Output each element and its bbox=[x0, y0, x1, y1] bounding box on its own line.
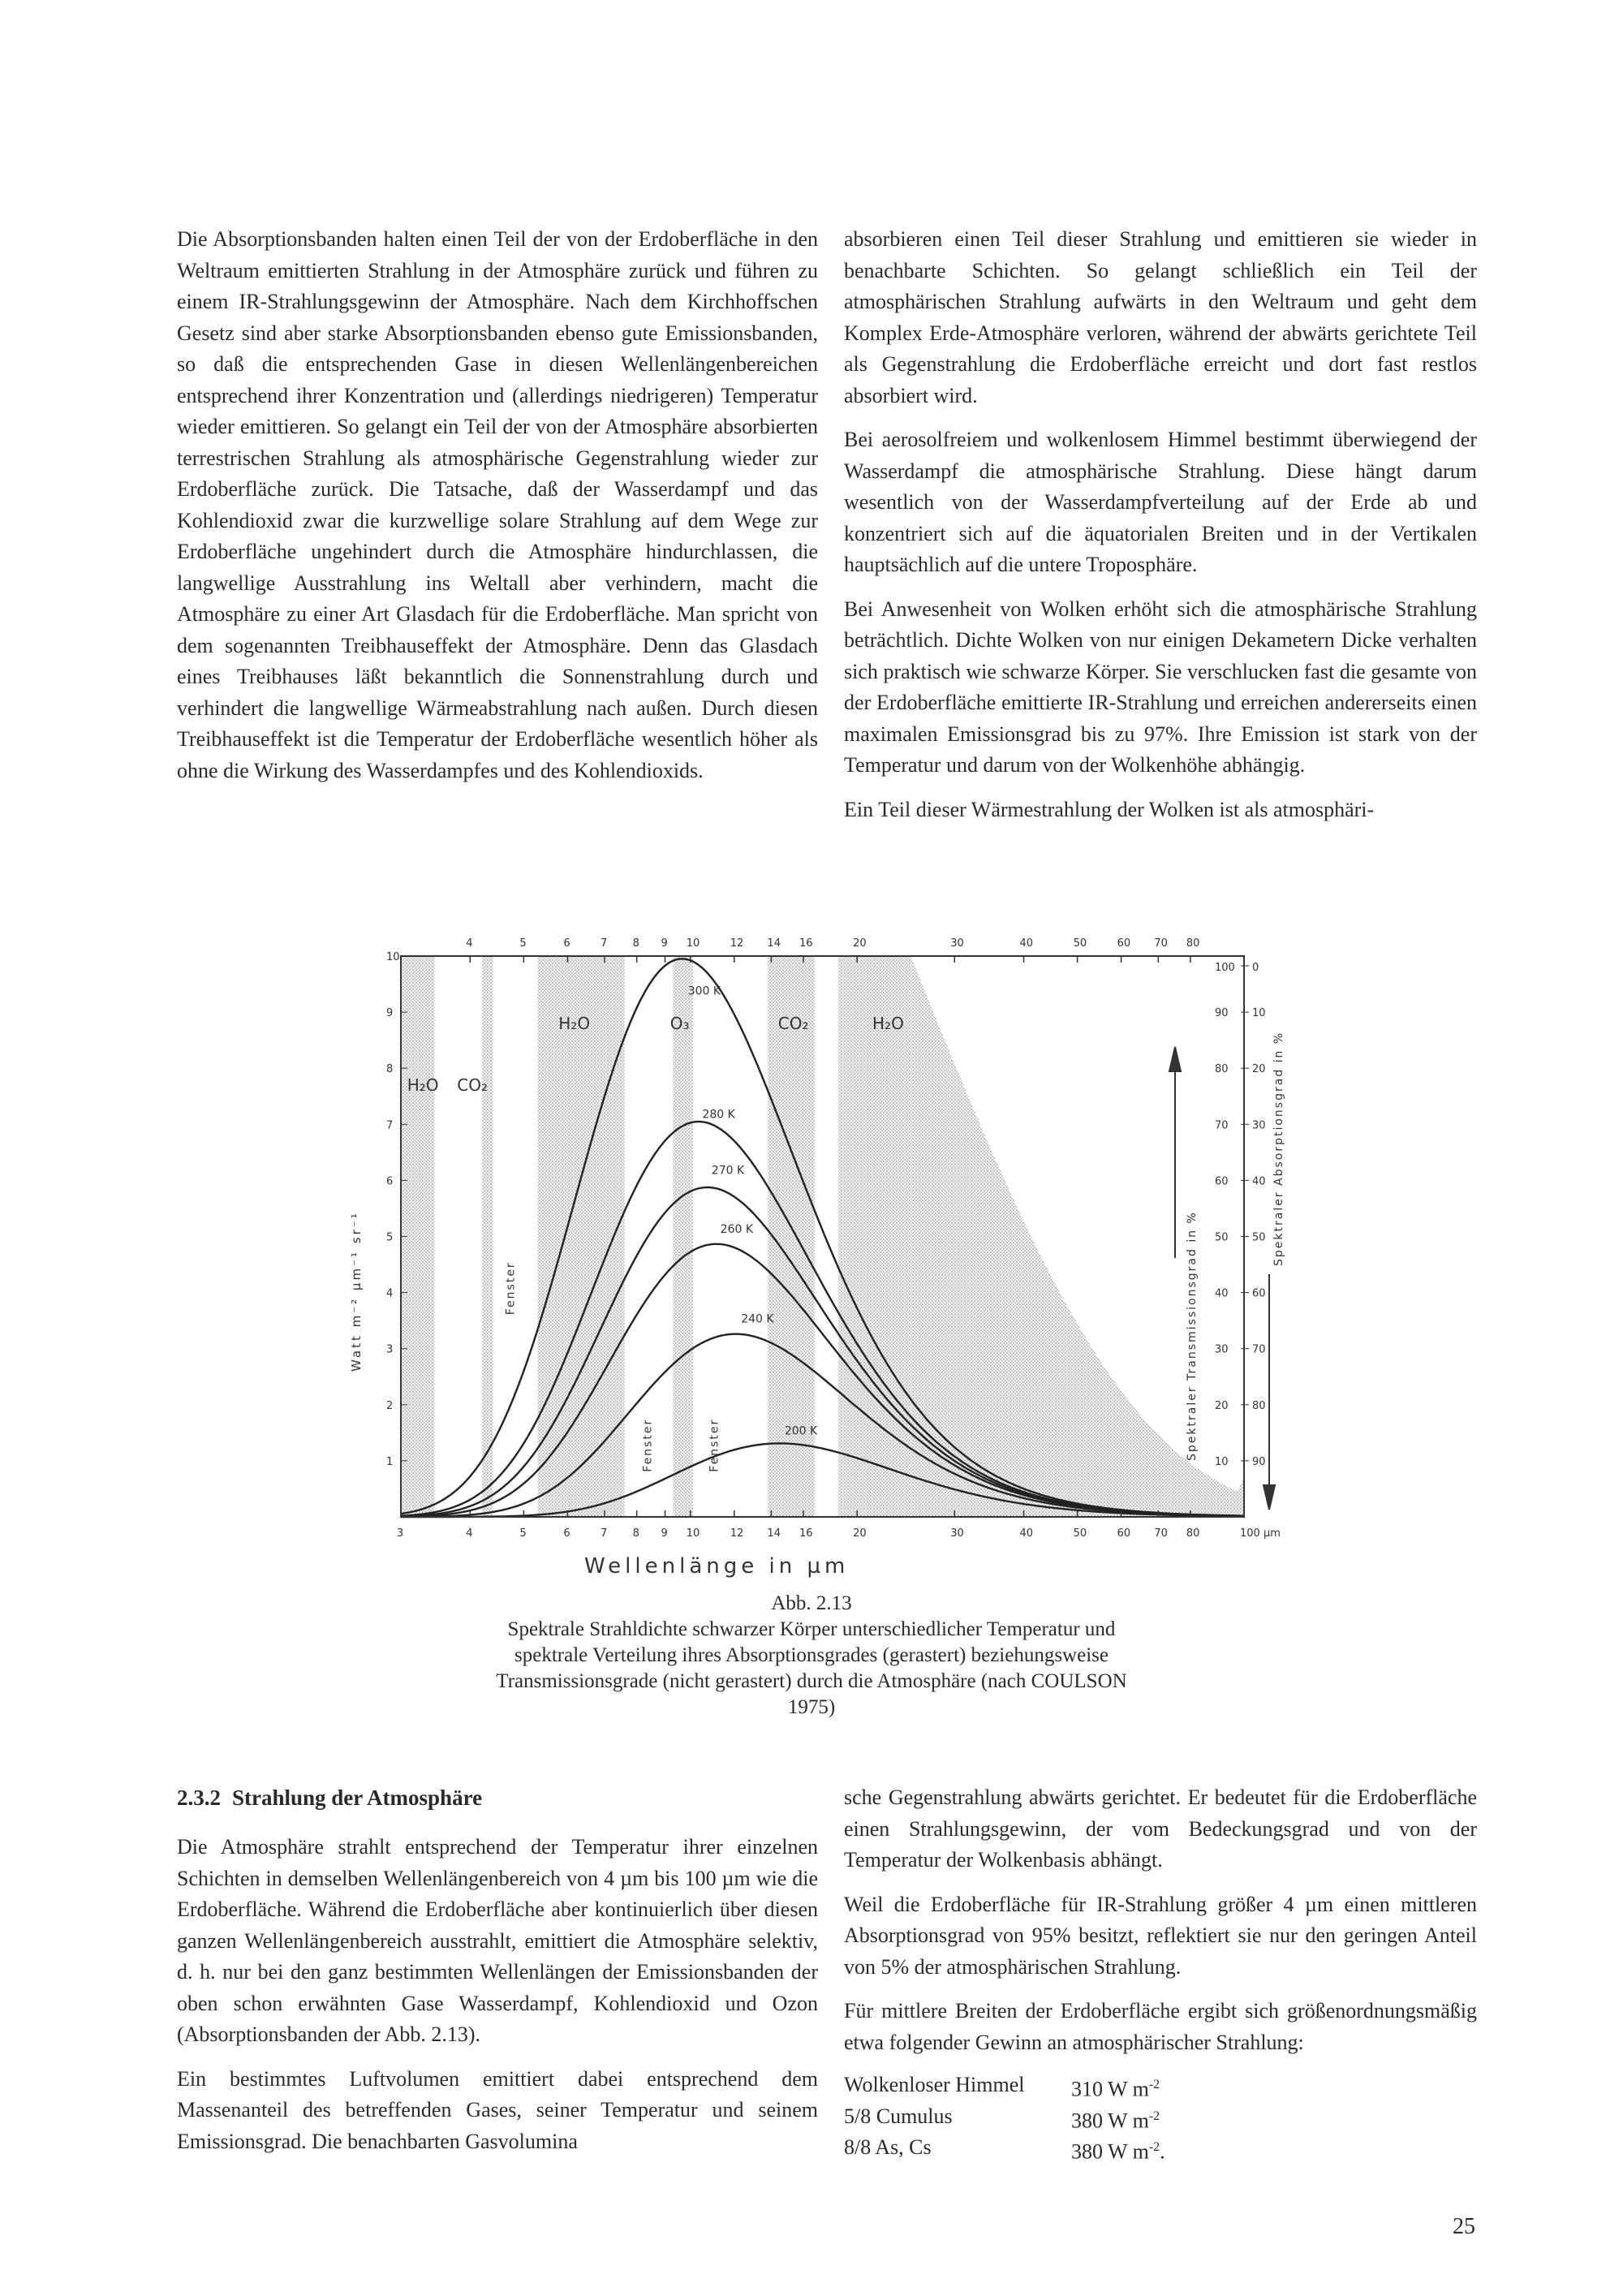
row-label: 5/8 Cumulus bbox=[844, 2104, 953, 2128]
paragraph: absorbieren einen Teil dieser Strahlung und emittieren sie wieder in benachbarte Schichten. So gelangt schließlich ein Teil der atmosphärischen Strahlung aufwärts in den Weltraum und geht dem Komplex Erde-Atmosphäre verloren, während der abwärts gerichtete Teil als Gegenstrahlung die Erdoberfläche erreicht und dort fast restlos absorbiert wird. bbox=[844, 227, 1477, 407]
section-title: Strahlung der Atmosphäre bbox=[232, 1786, 483, 1810]
row-label: Wolkenloser Himmel bbox=[844, 2073, 1025, 2096]
absorption-tick-label: 60 bbox=[1252, 1287, 1266, 1300]
y-tick-label: 8 bbox=[386, 1063, 394, 1076]
curve-label: 270 K bbox=[711, 1164, 745, 1178]
text-column-top-right bbox=[844, 224, 1477, 838]
transmission-tick-label: 90 bbox=[1215, 1007, 1229, 1020]
page-number: 25 bbox=[1453, 2214, 1475, 2239]
right-axis-label-absorption: Spektraler Absorptionsgrad in % bbox=[1272, 1031, 1285, 1266]
absorption-tick-label: 0 bbox=[1252, 962, 1259, 974]
x-tick-label-top: 20 bbox=[853, 937, 867, 950]
transmission-tick-label: 30 bbox=[1215, 1343, 1229, 1356]
paragraph: Bei aerosolfreiem und wolkenlosem Himmel bestimmt überwiegend der Wasserdampf die atmosphärische Strahlung. Diese hängt darum wesentlich von der Wasserdampfverteilung auf der Erde ab und konzentriert sich auf die äquatorialen Breiten und in der Vertikalen hauptsächlich auf die untere Troposphäre. bbox=[844, 428, 1477, 576]
paragraph: Weil die Erdoberfläche für IR-Strahlung größer 4 µm einen mittleren Absorptionsgrad von 95% besitzt, reflektiert sie nur den geringen Anteil von 5% der atmosphärischen Strahlung. bbox=[844, 1892, 1477, 1979]
curve-label: 240 K bbox=[741, 1312, 774, 1326]
x-tick-label: 6 bbox=[563, 1527, 570, 1540]
x-tick-label: 80 bbox=[1186, 1527, 1200, 1540]
caption-label: Abb. 2.13 bbox=[771, 1592, 852, 1614]
transmission-tick-label: 100 bbox=[1215, 962, 1235, 974]
absorption-tick-label: 20 bbox=[1252, 1063, 1266, 1076]
radiation-table bbox=[844, 2071, 1477, 2165]
band-label: CO₂ bbox=[777, 1013, 809, 1033]
absorption-tick-label: 90 bbox=[1252, 1455, 1266, 1468]
x-tick-label-top: 80 bbox=[1186, 937, 1200, 950]
x-tick-label-top: 14 bbox=[767, 937, 781, 950]
band-label: O₃ bbox=[669, 1013, 690, 1033]
table-row bbox=[844, 2103, 1477, 2134]
x-tick-label: 40 bbox=[1019, 1527, 1034, 1540]
row-value: 380 W $m^{-2}$. bbox=[1071, 2139, 1165, 2164]
x-tick-label: 4 bbox=[466, 1527, 473, 1540]
curve-label: 200 K bbox=[784, 1424, 818, 1438]
x-tick-label: 50 bbox=[1073, 1527, 1087, 1540]
x-tick-label-top: 10 bbox=[686, 937, 700, 950]
x-tick-label: 14 bbox=[767, 1527, 781, 1540]
x-tick-label: 5 bbox=[519, 1527, 527, 1540]
x-tick-label-top: 7 bbox=[601, 937, 608, 950]
y-tick-label: 7 bbox=[386, 1119, 394, 1132]
x-axis-label: Wellenlänge in µm bbox=[584, 1554, 850, 1579]
text-column-bottom-right bbox=[844, 1782, 1477, 2165]
section-heading bbox=[177, 1782, 818, 1814]
curve-label: 280 K bbox=[702, 1108, 735, 1122]
transmission-tick-label: 50 bbox=[1215, 1231, 1229, 1244]
text-column-top-left bbox=[177, 224, 818, 799]
row-label: 8/8 As, Cs bbox=[844, 2135, 932, 2160]
transmission-tick-label: 40 bbox=[1215, 1287, 1229, 1300]
row-value: 310 W $m^{-2}$ bbox=[1071, 2077, 1160, 2101]
absorption-tick-label: 70 bbox=[1252, 1343, 1266, 1356]
transmission-tick-label: 80 bbox=[1215, 1063, 1229, 1076]
window-label: Fenster bbox=[504, 1261, 518, 1316]
x-tick-label-top: 4 bbox=[466, 937, 473, 950]
paragraph: Für mittlere Breiten der Erdoberfläche ergibt sich größenordnungsmäßig etwa folgender Gewinn an atmosphärischer Strahlung: bbox=[844, 1999, 1477, 2054]
caption-text: Spektrale Strahldichte schwarzer Körper unterschiedlicher Temperatur und spektrale Verteilung ihres Absorptionsgrades (gerastert) beziehungsweise Transmissionsgrade (nicht gerastert) durch die Atmosphäre (nach COULSON 1975) bbox=[496, 1618, 1127, 1718]
absorption-band bbox=[482, 956, 493, 1517]
paragraph: sche Gegenstrahlung abwärts gerichtet. Er bedeutet für die Erdoberfläche einen Strahlungsgewinn, der vom Bedeckungsgrad und von der Temperatur der Wolkenbasis abhängt. bbox=[844, 1786, 1477, 1872]
window-label: Fenster bbox=[641, 1418, 655, 1472]
absorption-tick-label: 80 bbox=[1252, 1399, 1266, 1412]
y-tick-label: 9 bbox=[386, 1007, 394, 1020]
y-tick-label: 1 bbox=[386, 1455, 394, 1468]
table-row bbox=[844, 2134, 1477, 2165]
y-axis-label: Watt m⁻² µm⁻¹ sr⁻¹ bbox=[349, 1211, 364, 1372]
x-tick-label: 12 bbox=[730, 1527, 744, 1540]
y-tick-label: 2 bbox=[386, 1399, 394, 1412]
text-column-bottom-left bbox=[177, 1782, 818, 2170]
x-tick-label-top: 50 bbox=[1073, 937, 1087, 950]
x-tick-label: 30 bbox=[950, 1527, 964, 1540]
x-tick-label-top: 60 bbox=[1117, 937, 1131, 950]
figure-caption bbox=[487, 1591, 1136, 1721]
x-tick-label-top: 12 bbox=[730, 937, 744, 950]
x-tick-label-top: 70 bbox=[1154, 937, 1168, 950]
absorption-band bbox=[838, 956, 911, 1517]
arrow-down-icon bbox=[1264, 1274, 1275, 1510]
transmission-tick-label: 10 bbox=[1215, 1455, 1229, 1468]
x-tick-label: 20 bbox=[853, 1527, 867, 1540]
x-tick-label-top: 40 bbox=[1019, 937, 1034, 950]
paragraph: Bei Anwesenheit von Wolken erhöht sich die atmosphärische Strahlung beträchtlich. Dichte Wolken von nur einigen Dekametern Dicke verhalten sich praktisch wie schwarze Körper. Sie verschlucken fast die gesamte von der Erdoberfläche emittierte IR-Strahlung und erreichen andererseits einen maximalen Emissionsgrad bis zu 97%. Ihre Emission ist stark von der Temperatur und darum von der Wolkenhöhe abhängig. bbox=[844, 597, 1477, 777]
band-label: H₂O bbox=[407, 1075, 439, 1095]
x-tick-label-top: 16 bbox=[799, 937, 813, 950]
arrow-up-icon bbox=[1169, 1047, 1181, 1258]
x-tick-label-top: 9 bbox=[661, 937, 668, 950]
y-tick-label: 6 bbox=[386, 1175, 394, 1188]
absorption-tick-label: 40 bbox=[1252, 1175, 1266, 1188]
x-tick-label: 16 bbox=[799, 1527, 813, 1540]
x-tick-label: 8 bbox=[632, 1527, 639, 1540]
window-label: Fenster bbox=[708, 1418, 721, 1472]
transmission-tick-label: 70 bbox=[1215, 1119, 1229, 1132]
absorption-tick-label: 50 bbox=[1252, 1231, 1266, 1244]
x-tick-label-top: 6 bbox=[563, 937, 570, 950]
x-tick-label: 7 bbox=[601, 1527, 608, 1540]
absorption-tick-label: 30 bbox=[1252, 1119, 1266, 1132]
y-tick-label: 5 bbox=[386, 1231, 394, 1244]
paragraph: Ein bestimmtes Luftvolumen emittiert dabei entsprechend dem Massenanteil des betreffenden Gases, seiner Temperatur und seinem Emissionsgrad. Die benachbarten Gasvolumina bbox=[177, 2066, 818, 2153]
x-tick-label-top: 5 bbox=[519, 937, 527, 950]
x-tick-label: 70 bbox=[1154, 1527, 1168, 1540]
x-tick-label-top: 8 bbox=[632, 937, 639, 950]
paragraph: Die Atmosphäre strahlt entsprechend der Temperatur ihrer einzelnen Schichten in demselben Wellenlängenbereich von 4 µm bis 100 µm wie die Erdoberfläche. Während die Erdoberfläche aber kontinuierlich über diesen ganzen Wellenlängenbereich ausstrahlt, emittiert die Atmosphäre selektiv, d. h. nur bei den ganz bestimmten Wellenlängen der Emissionsbanden der oben schon erwähnten Gase Wasserdampf, Kohlendioxid und Ozon (Absorptionsbanden der Abb. 2.13). bbox=[177, 1835, 818, 2046]
right-axis-label-transmission: Spektraler Transmissionsgrad in % bbox=[1186, 1211, 1199, 1461]
figure-blackbody-spectra bbox=[341, 917, 1315, 1591]
paragraph: Ein Teil dieser Wärmestrahlung der Wolken ist als atmosphäri- bbox=[844, 797, 1375, 821]
x-tick-label: 100 µm bbox=[1240, 1527, 1281, 1540]
y-tick-label: 4 bbox=[386, 1287, 394, 1300]
curve-label: 260 K bbox=[720, 1222, 754, 1236]
table-row bbox=[844, 2071, 1477, 2103]
band-label: H₂O bbox=[558, 1013, 591, 1033]
row-value: 380 W $m^{-2}$ bbox=[1071, 2109, 1160, 2133]
transmission-tick-label: 20 bbox=[1215, 1399, 1229, 1412]
paragraph: Die Absorptionsbanden halten einen Teil der von der Erdoberfläche in den Weltraum emittierten Strahlung in der Atmosphäre zurück und führen zu einem IR-Strahlungsgewinn der Atmosphäre. Nach dem Kirchhoffschen Gesetz sind aber starke Absorptionsbanden ebenso gute Emissionsbanden, so daß die entsprechenden Gase in diesen Wellenlängenbereichen entsprechend ihrer Konzentration und (allerdings niedrigeren) Temperatur wieder emittieren. So gelangt ein Teil der von der Atmosphäre absorbierten terrestrischen Strahlung als atmosphärische Gegenstrahlung wieder zur Erdoberfläche zurück. Die Tatsache, daß der Wasserdampf und das Kohlendioxid zwar die kurzwellige solare Strahlung auf dem Wege zur Erdoberfläche ungehindert durch die Atmosphäre hindurchlassen, die langwellige Ausstrahlung ins Weltall aber verhindern, macht die Atmosphäre zu einer Art Glasdach für die Erdoberfläche. Man spricht von dem sogenannten Treibhauseffekt der Atmosphäre. Denn das Glasdach eines Treibhauses läßt bekanntlich die Sonnenstrahlung durch und verhindert die langwellige Wärmeabstrahlung nach außen. Durch diesen Treibhauseffekt ist die Temperatur der Erdoberfläche wesentlich höher als ohne die Wirkung des Wasserdampfes und des Kohlendioxids. bbox=[177, 227, 818, 782]
x-tick-label-top: 30 bbox=[950, 937, 964, 950]
transmission-tick-label: 60 bbox=[1215, 1175, 1229, 1188]
band-label: H₂O bbox=[872, 1013, 904, 1033]
curve-label: 300 K bbox=[687, 984, 721, 998]
x-tick-label: 60 bbox=[1117, 1527, 1131, 1540]
y-tick-label: 3 bbox=[386, 1343, 394, 1356]
absorption-tick-label: 10 bbox=[1252, 1007, 1266, 1020]
x-tick-label: 10 bbox=[686, 1527, 700, 1540]
x-tick-label: 3 bbox=[397, 1527, 404, 1540]
y-tick-label: 10 bbox=[386, 951, 400, 963]
x-tick-label: 9 bbox=[661, 1527, 668, 1540]
section-number: 2.3.2 bbox=[177, 1786, 221, 1810]
band-label: CO₂ bbox=[457, 1075, 488, 1095]
absorption-band bbox=[673, 956, 692, 1517]
